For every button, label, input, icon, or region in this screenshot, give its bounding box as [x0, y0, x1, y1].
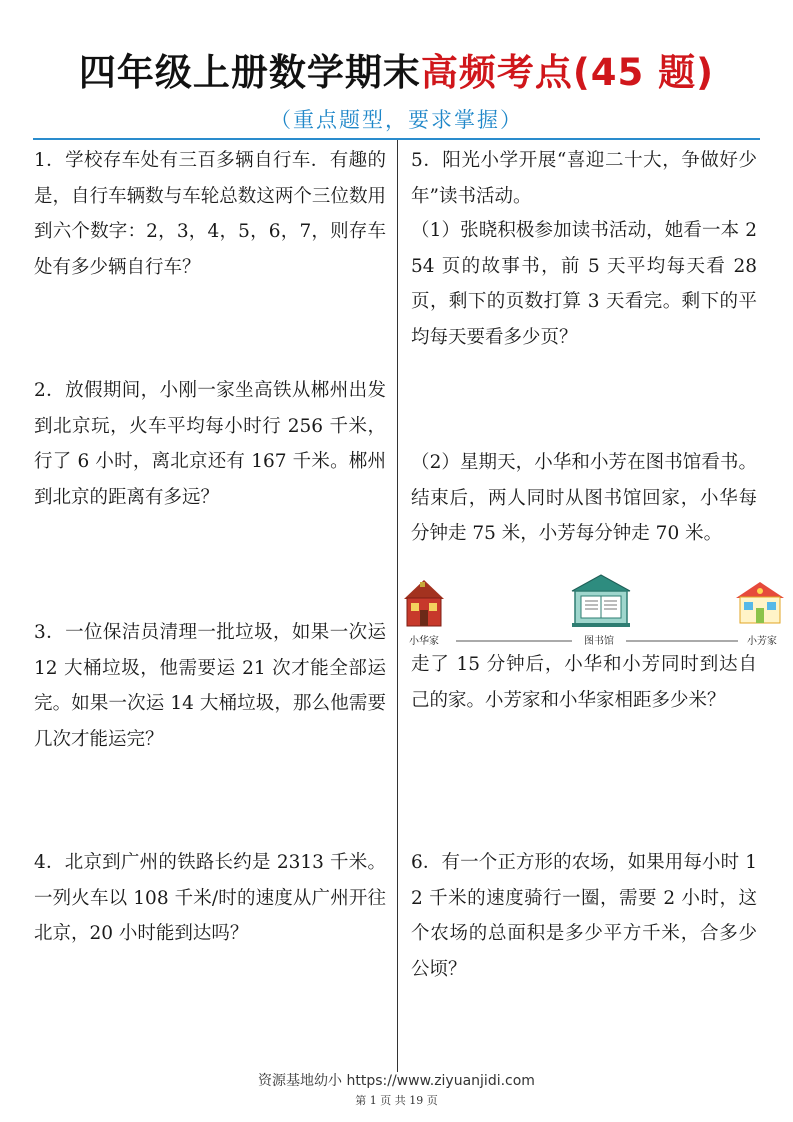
label-library: 图书馆 — [584, 636, 614, 647]
question-2: 2．放假期间，小刚一家坐高铁从郴州出发到北京玩，火车平均每小时行 256 千米，行了 6 小时，离北京还有 167 千米。郴州到北京的距离有多远？ — [34, 380, 386, 508]
footer-source: 资源基地幼小 https://www.ziyuanjidi.com — [258, 1073, 535, 1089]
page-subtitle: （重点题型，要求掌握） — [270, 108, 523, 132]
question-6: 6．有一个正方形的农场，如果用每小时 12 千米的速度骑行一圈，需要 2 小时，这个农场的总面积是多少平方千米，合多少公顷？ — [411, 852, 757, 980]
route-diagram — [400, 572, 792, 654]
library-icon — [572, 575, 630, 627]
title-highlight: 高频考点(45 题) — [420, 51, 715, 94]
column-divider — [397, 140, 398, 1072]
colorful-house-icon — [736, 582, 784, 623]
title-main: 四年级上册数学期末 — [78, 51, 421, 94]
question-5-part-1: （1）张晓积极参加读书活动，她看一本 254 页的故事书，前 5 天平均每天看 28 页，剩下的页数打算 3 天看完。剩下的平均每天要看多少页？ — [411, 220, 757, 348]
question-1: 1．学校存车处有三百多辆自行车．有趣的是，自行车辆数与车轮总数这两个三位数用到六个数字：2，3，4，5，6，7，则存车处有多少辆自行车？ — [34, 150, 386, 278]
question-5-part-2-end: 走了 15 分钟后，小华和小芳同时到达自己的家。小芳家和小华家相距多少米？ — [411, 654, 757, 711]
red-house-icon — [404, 580, 444, 626]
question-5-part-2: （2）星期天，小华和小芳在图书馆看书。结束后，两人同时从图书馆回家，小华每分钟走 75 米，小芳每分钟走 70 米。 — [411, 452, 757, 544]
question-3: 3．一位保洁员清理一批垃圾，如果一次运 12 大桶垃圾，他需要运 21 次才能全部运完。如果一次运 14 大桶垃圾，那么他需要几次才能运完？ — [34, 622, 386, 750]
page-title — [0, 42, 793, 96]
question-5-intro: 5．阳光小学开展“喜迎二十大，争做好少年”读书活动。 — [411, 150, 757, 207]
question-4: 4．北京到广州的铁路长约是 2313 千米。一列火车以 108 千米/时的速度从广州开往北京，20 小时能到达吗？ — [34, 852, 386, 944]
page-number: 第 1 页 共 19 页 — [355, 1094, 438, 1107]
label-xiaofang-home: 小芳家 — [747, 636, 777, 647]
label-xiaohua-home: 小华家 — [409, 636, 439, 647]
